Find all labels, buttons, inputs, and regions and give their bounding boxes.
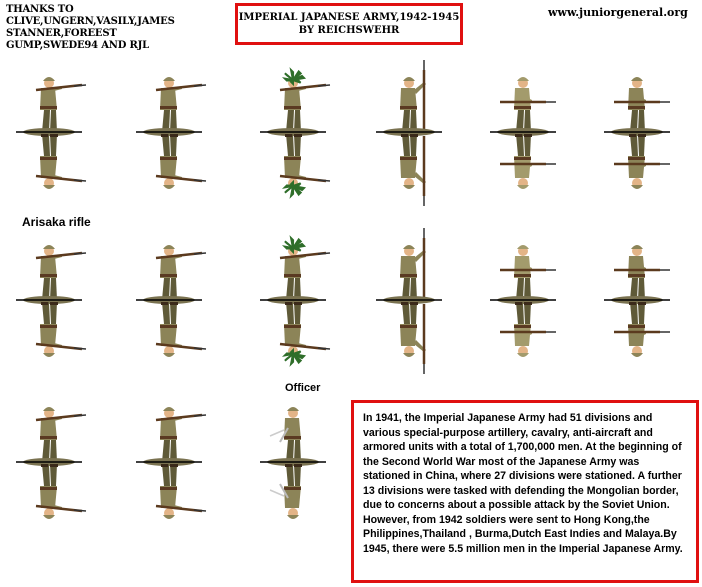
soldier-figure-mirrored [614, 302, 670, 357]
soldier-figure-mirrored [36, 302, 86, 357]
soldier-figure-mirrored [156, 302, 206, 357]
soldier-figure [136, 245, 206, 304]
soldier-figure [604, 77, 670, 136]
title-line-2: BY REICHSWEHR [298, 25, 400, 36]
soldier-figure [376, 60, 442, 136]
credits-line-1: THANKS TO [6, 4, 74, 15]
soldier-figure [260, 407, 326, 466]
soldier-figure-mirrored [500, 302, 556, 357]
soldier-figure-mirrored [400, 134, 426, 206]
soldier-figure [16, 245, 86, 304]
credits-line-2: CLIVE,UNGERN,VASILY,JAMES [6, 16, 175, 27]
soldier-figure [16, 77, 86, 136]
soldier-figure [16, 407, 86, 466]
soldier-figure-mirrored [36, 464, 86, 519]
soldier-figure-mirrored [280, 302, 330, 364]
info-text: In 1941, the Imperial Japanese Army had 51 divisions and various special-purpose artillery, cavalry, anti-aircraft and armored units with a total of 1,700,000 men. At the beginning of the Second World War most of the Japanese Army was stationed in China, where 27 divisions were stationed. A further 13 divisions were tasked with defending the Mongolian border, due to concerns about a possible attack by the Soviet Union. However, from 1942 soldiers were sent to Hong Kong,the Philippines,Thailand , Burma,Dutch East Indies and Malaya.By 1945, there were 5.5 million men in the Imperial Japanese Army. [363, 412, 683, 555]
title-line-1: IMPERIAL JAPANESE ARMY,1942-1945 [238, 12, 460, 23]
soldier-figure [136, 77, 206, 136]
credits-line-3: STANNER,FOREEST [6, 28, 117, 39]
rifle-label: Arisaka rifle [22, 215, 91, 229]
soldier-figure-mirrored [400, 302, 426, 374]
soldier-figure-mirrored [270, 464, 302, 519]
soldier-figure-mirrored [156, 464, 206, 519]
soldier-figure [376, 228, 442, 304]
soldier-figure-mirrored [614, 134, 670, 189]
soldier-figure [604, 245, 670, 304]
credits-line-4: GUMP,SWEDE94 AND RJL [6, 40, 149, 51]
soldier-figure-mirrored [36, 134, 86, 189]
soldier-figure [490, 77, 556, 136]
website-link[interactable]: www.juniorgeneral.org [548, 6, 688, 19]
soldier-figure [136, 407, 206, 466]
soldier-figure [260, 238, 330, 304]
soldier-figure-mirrored [500, 134, 556, 189]
soldier-figure-mirrored [156, 134, 206, 189]
soldier-figure [490, 245, 556, 304]
officer-label: Officer [285, 382, 321, 394]
soldier-figure-mirrored [280, 134, 330, 196]
soldier-figure [260, 70, 330, 136]
